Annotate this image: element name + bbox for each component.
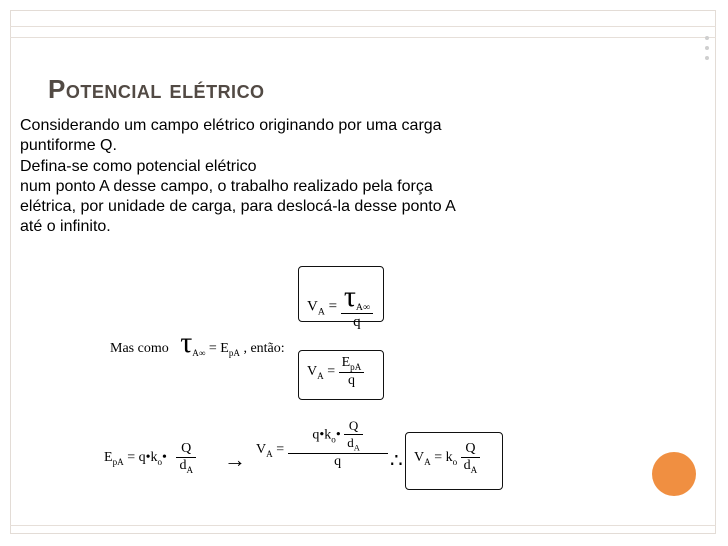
formula-box-potential-energy: $V_A$ = $\frac{E_{pA}}{q}$	[298, 350, 384, 400]
fraction: $\frac{Q}{d_A}$	[461, 441, 481, 475]
paragraph-line: num ponto A desse campo, o trabalho realizado pela força	[20, 177, 433, 195]
formula-box-potential-definition: $V_A$ = $\frac{\tau_{A\infty}}{q}$	[298, 266, 384, 322]
bottom-rule	[10, 525, 716, 526]
slide-paragraph	[20, 116, 540, 238]
fraction: $\frac{\tau_{A\infty}}{q}$	[341, 283, 373, 331]
top-rule-1	[10, 26, 716, 27]
mas-como-line: Mas como $\tau_{A\infty} = E_{pA}$ , então:	[110, 326, 285, 359]
energy-formula: $E_{pA}$ = $q•k_o•$ $\frac{Q}{d_A}$	[104, 441, 196, 475]
decorative-orange-circle	[652, 452, 696, 496]
arrow-icon: →	[224, 447, 246, 472]
fraction: $q•k_o•$ $\frac{Q}{d_A}$ q	[288, 418, 388, 470]
paragraph-line: Defina-se como potencial elétrico	[20, 157, 257, 175]
fraction: $\frac{Q}{d_A}$	[176, 441, 196, 475]
formula-box-final-result: $V_A = k_o$ $\frac{Q}{d_A}$	[405, 432, 503, 490]
paragraph-line: Considerando um campo elétrico originando por uma carga	[20, 117, 442, 134]
slide-title: Potencial elétrico	[48, 74, 265, 104]
paragraph-line: elétrica, por unidade de carga, para deslocá-la desse ponto A	[20, 198, 456, 216]
paragraph-line: até o infinito.	[20, 218, 111, 236]
therefore-symbol: ∴	[390, 450, 403, 472]
potential-substitution: $V_A$ = $q•k_o•$ $\frac{Q}{d_A}$ q	[256, 418, 388, 470]
top-rule-2	[10, 37, 716, 38]
fraction: $\frac{E_{pA}}{q}$	[339, 355, 365, 389]
decorative-dot-column	[693, 10, 716, 534]
paragraph-line: puntiforme Q.	[20, 137, 117, 155]
